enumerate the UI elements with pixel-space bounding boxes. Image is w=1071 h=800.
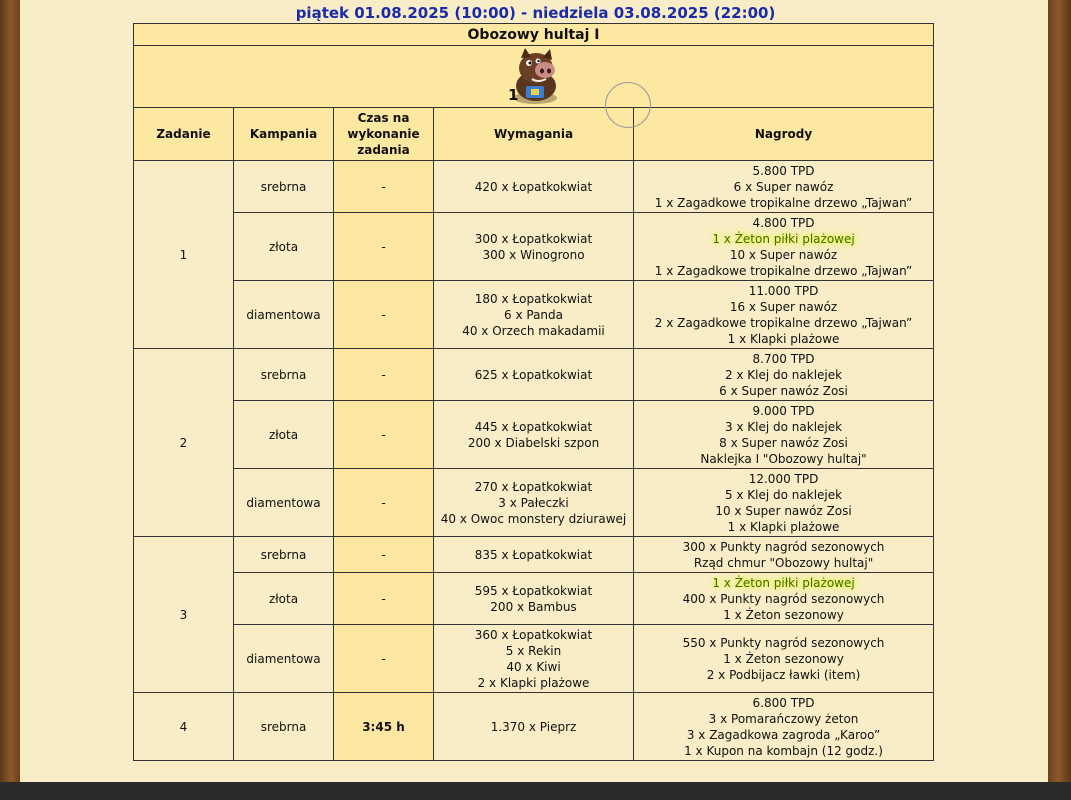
campaign-cell: złota [234, 213, 334, 281]
column-header-requirements: Wymagania [434, 108, 634, 161]
campaign-cell: złota [234, 573, 334, 625]
reward-line: 1 x Zagadkowe tropikalne drzewo „Tajwan” [654, 263, 913, 278]
reward-line: 2 x Zagadkowe tropikalne drzewo „Tajwan” [654, 315, 913, 330]
requirement-line: 300 x Winogrono [482, 247, 585, 262]
reward-line: 400 x Punkty nagród sezonowych [682, 591, 885, 606]
time-cell: - [334, 537, 434, 573]
requirement-line: 835 x Łopatkokwiat [474, 547, 593, 562]
time-cell: - [334, 213, 434, 281]
campaign-cell: srebrna [234, 349, 334, 401]
campaign-cell: diamentowa [234, 625, 334, 693]
requirement-line: 40 x Kiwi [506, 659, 561, 674]
reward-line: 9.000 TPD [752, 403, 815, 418]
task-number: 4 [134, 693, 234, 761]
reward-line: 16 x Super nawóz [729, 299, 838, 314]
reward-line: 8 x Super nawóz Zosi [719, 435, 848, 450]
campaign-cell: srebrna [234, 161, 334, 213]
reward-line: 1 x Żeton piłki plażowej [712, 575, 855, 590]
reward-line: 3 x Pomarańczowy żeton [708, 711, 859, 726]
reward-line: Rząd chmur "Obozowy hultaj" [693, 555, 874, 570]
requirement-line: 595 x Łopatkokwiat [474, 583, 593, 598]
reward-line: 1 x Klapki plażowe [727, 331, 840, 346]
requirement-line: 360 x Łopatkokwiat [474, 627, 593, 642]
time-cell: - [334, 401, 434, 469]
reward-line: 1 x Żeton sezonowy [723, 607, 844, 622]
rewards-cell [634, 161, 934, 213]
requirements-cell [434, 401, 634, 469]
requirements-cell [434, 469, 634, 537]
task-number: 2 [134, 349, 234, 537]
quest-table [133, 23, 934, 761]
mascot-badge-number: 1 [507, 85, 518, 104]
reward-line: 8.700 TPD [752, 351, 815, 366]
requirement-line: 300 x Łopatkokwiat [474, 231, 593, 246]
campaign-cell: diamentowa [234, 469, 334, 537]
requirement-line: 40 x Orzech makadamii [462, 323, 605, 338]
quest-row [134, 401, 934, 469]
reward-line: 3 x Zagadkowa zagroda „Karoo” [686, 727, 881, 742]
rewards-cell [634, 693, 934, 761]
reward-line: 1 x Kupon na kombajn (12 godz.) [684, 743, 883, 758]
reward-line: 3 x Klej do naklejek [724, 419, 843, 434]
quest-image-cell [134, 46, 934, 108]
boar-mascot-icon [502, 48, 566, 106]
quest-row [134, 281, 934, 349]
time-cell: - [334, 469, 434, 537]
requirement-line: 200 x Bambus [490, 599, 577, 614]
event-date-range: piątek 01.08.2025 (10:00) - niedziela 03.08.2025 (22:00) [295, 4, 776, 22]
requirement-line: 5 x Rekin [505, 643, 562, 658]
reward-line: 6 x Super nawóz [733, 179, 834, 194]
reward-line: 5 x Klej do naklejek [724, 487, 843, 502]
reward-line: 11.000 TPD [748, 283, 819, 298]
time-cell: - [334, 161, 434, 213]
task-number: 1 [134, 161, 234, 349]
wood-frame-right [1048, 0, 1071, 782]
requirement-line: 180 x Łopatkokwiat [474, 291, 593, 306]
task-number: 3 [134, 537, 234, 693]
requirement-line: 6 x Panda [504, 307, 563, 322]
rewards-cell [634, 401, 934, 469]
reward-line: 2 x Klej do naklejek [724, 367, 843, 382]
rewards-cell [634, 573, 934, 625]
requirement-line: 200 x Diabelski szpon [467, 435, 600, 450]
cursor-zoom-indicator [605, 82, 651, 128]
requirements-cell [434, 161, 634, 213]
quest-title: Obozowy hultaj I [134, 24, 934, 46]
column-header-campaign: Kampania [234, 108, 334, 161]
reward-line: 550 x Punkty nagród sezonowych [682, 635, 885, 650]
requirements-cell [434, 213, 634, 281]
reward-line: 6.800 TPD [752, 695, 815, 710]
requirements-cell [434, 349, 634, 401]
quest-row [134, 537, 934, 573]
rewards-cell [634, 469, 934, 537]
quest-row [134, 213, 934, 281]
quest-row [134, 161, 934, 213]
reward-line: 5.800 TPD [752, 163, 815, 178]
time-cell: - [334, 349, 434, 401]
time-cell: - [334, 625, 434, 693]
requirement-line: 625 x Łopatkokwiat [474, 367, 593, 382]
requirement-line: 2 x Klapki plażowe [477, 675, 590, 690]
requirements-cell [434, 625, 634, 693]
requirement-line: 1.370 x Pieprz [490, 719, 577, 734]
campaign-cell: złota [234, 401, 334, 469]
quest-row [134, 573, 934, 625]
requirement-line: 3 x Pałeczki [498, 495, 569, 510]
campaign-cell: diamentowa [234, 281, 334, 349]
quest-row [134, 349, 934, 401]
requirements-cell [434, 281, 634, 349]
rewards-cell [634, 349, 934, 401]
campaign-cell: srebrna [234, 693, 334, 761]
quest-row [134, 693, 934, 761]
wood-frame-left [0, 0, 20, 782]
reward-line: 12.000 TPD [748, 471, 819, 486]
column-header-time: Czas na wykonanie zadania [334, 108, 434, 161]
quest-row [134, 469, 934, 537]
bottom-bar [0, 782, 1071, 800]
rewards-cell [634, 537, 934, 573]
time-cell: - [334, 281, 434, 349]
reward-line: 1 x Żeton piłki plażowej [712, 231, 855, 246]
requirements-cell [434, 693, 634, 761]
column-header-task: Zadanie [134, 108, 234, 161]
reward-line: 2 x Podbijacz ławki (item) [706, 667, 861, 682]
rewards-cell [634, 213, 934, 281]
reward-line: 1 x Zagadkowe tropikalne drzewo „Tajwan” [654, 195, 913, 210]
reward-line: 1 x Żeton sezonowy [723, 651, 844, 666]
requirement-line: 420 x Łopatkokwiat [474, 179, 593, 194]
reward-line: 300 x Punkty nagród sezonowych [682, 539, 885, 554]
reward-line: 4.800 TPD [752, 215, 815, 230]
reward-line: 1 x Klapki plażowe [727, 519, 840, 534]
column-header-rewards: Nagrody [634, 108, 934, 161]
time-cell: - [334, 573, 434, 625]
requirement-line: 445 x Łopatkokwiat [474, 419, 593, 434]
requirement-line: 270 x Łopatkokwiat [474, 479, 593, 494]
time-cell: 3:45 h [334, 693, 434, 761]
quest-row [134, 625, 934, 693]
rewards-cell [634, 625, 934, 693]
reward-line: 10 x Super nawóz [729, 247, 838, 262]
campaign-cell: srebrna [234, 537, 334, 573]
requirements-cell [434, 573, 634, 625]
reward-line: 6 x Super nawóz Zosi [719, 383, 848, 398]
reward-line: 10 x Super nawóz Zosi [715, 503, 852, 518]
reward-line: Naklejka I "Obozowy hultaj" [700, 451, 867, 466]
requirement-line: 40 x Owoc monstery dziurawej [440, 511, 627, 526]
rewards-cell [634, 281, 934, 349]
requirements-cell [434, 537, 634, 573]
